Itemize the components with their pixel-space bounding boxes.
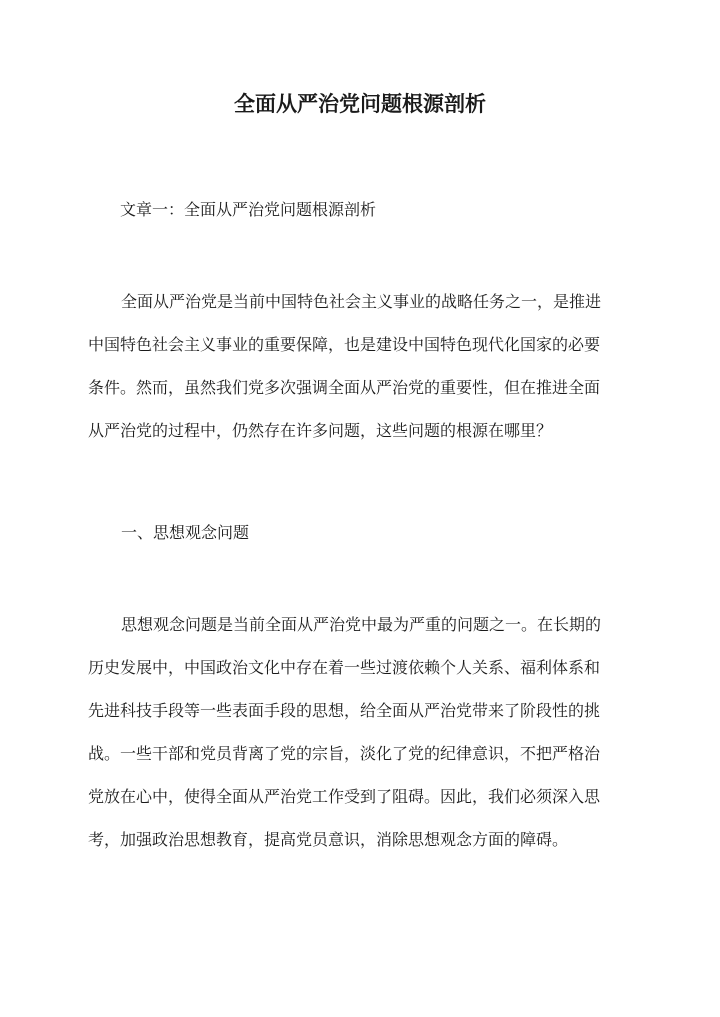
document-title: 全面从严治党问题根源剖析 [234,91,486,116]
paragraph-line: 考，加强政治思想教育，提高党员意识，消除思想观念方面的障碍。 [88,830,569,849]
paragraph-line: 战。一些干部和党员背离了党的宗旨，淡化了党的纪律意识，不把严格治 [88,744,601,763]
section-heading: 一、思想观念问题 [121,523,250,542]
paragraph-line: 从严治党的过程中，仍然存在许多问题，这些问题的根源在哪里？ [88,421,553,440]
paragraph-line: 先进科技手段等一些表面手段的思想，给全面从严治党带来了阶段性的挑 [88,701,601,720]
paragraph-line: 历史发展中，中国政治文化中存在着一些过渡依赖个人关系、福利体系和 [88,658,601,677]
article-subtitle: 文章一：全面从严治党问题根源剖析 [120,200,377,219]
paragraph-line: 中国特色社会主义事业的重要保障，也是建设中国特色现代化国家的必要 [88,335,601,354]
paragraph-line: 党放在心中，使得全面从严治党工作受到了阻碍。因此，我们必须深入思 [88,787,601,806]
paragraph-line: 思想观念问题是当前全面从严治党中最为严重的问题之一。在长期的 [121,615,602,634]
paragraph-line: 条件。然而，虽然我们党多次强调全面从严治党的重要性，但在推进全面 [88,378,601,397]
paragraph-line: 全面从严治党是当前中国特色社会主义事业的战略任务之一，是推进 [121,292,602,311]
